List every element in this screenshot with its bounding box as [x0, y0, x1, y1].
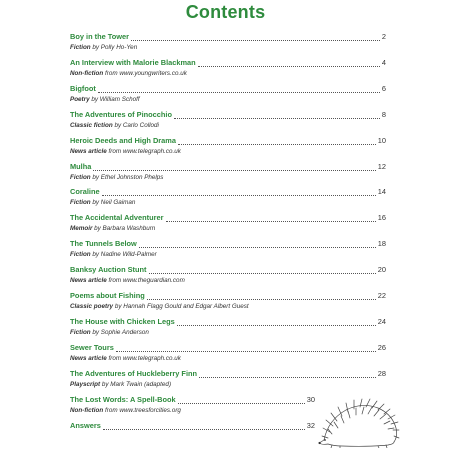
dot-leader — [198, 65, 380, 67]
toc-entry[interactable] — [70, 31, 386, 55]
toc-entry[interactable] — [70, 394, 315, 418]
toc-entry-subtitle-row — [70, 250, 386, 260]
toc-entry-title: Boy in the Tower — [70, 32, 129, 41]
toc-entry-heading-row — [70, 264, 386, 276]
dot-leader — [174, 117, 380, 119]
toc-entry[interactable] — [70, 264, 386, 288]
toc-entry[interactable] — [70, 186, 386, 210]
toc-entry-credit: from www.youngwriters.co.uk — [104, 69, 187, 77]
toc-entry-heading-row — [70, 238, 386, 250]
toc-entry-credit: by Carlo Collodi — [114, 121, 159, 129]
toc-entry-genre: News article — [70, 147, 107, 155]
toc-entry-genre: Classic poetry — [70, 303, 114, 310]
toc-entry-title: Answers — [70, 420, 101, 430]
toc-entry[interactable] — [70, 57, 386, 81]
toc-entry-page-number: 16 — [377, 213, 386, 223]
toc-entry[interactable] — [70, 109, 386, 133]
toc-entry-subtitle-row — [70, 224, 386, 234]
toc-entry-genre: Classic fiction — [70, 121, 113, 129]
toc-entry-credit: by Barbara Washburn — [94, 225, 156, 233]
toc-entry-page-number: 6 — [381, 83, 386, 93]
dot-leader — [131, 39, 380, 41]
toc-entry-page-number: 24 — [377, 316, 386, 326]
toc-entry-heading-row — [70, 31, 386, 43]
dot-leader — [139, 246, 376, 248]
toc-entry-subtitle-row — [70, 95, 386, 105]
toc-entry-subtitle-row — [70, 406, 315, 416]
toc-entry-subtitle-row — [70, 276, 386, 286]
toc-entry-subtitle-row — [70, 173, 386, 183]
toc-entry-genre: News article — [70, 354, 107, 362]
toc-entry-credit: by Nadine Wild-Palmer — [92, 251, 157, 259]
toc-entry-subtitle-row — [70, 121, 386, 131]
toc-entry-credit: by Ethel Johnston Phelps — [92, 173, 164, 181]
toc-entry-title: Mulha — [70, 161, 92, 171]
dot-leader — [177, 324, 376, 326]
toc-entry-subtitle-row — [70, 328, 386, 338]
toc-entry-page-number: 20 — [377, 265, 386, 275]
toc-entry-credit: by Sophie Anderson — [92, 328, 149, 336]
toc-entry-genre: Non-fiction — [70, 406, 104, 414]
toc-entry-credit: by Polly Ho-Yen — [92, 44, 138, 51]
dot-leader — [102, 194, 376, 196]
toc-entry-genre: Fiction — [70, 173, 91, 181]
toc-entry-credit: by Neil Gaiman — [92, 199, 136, 207]
toc-entry-title: An Interview with Malorie Blackman — [70, 57, 196, 67]
dot-leader — [178, 143, 376, 145]
dot-leader — [199, 376, 376, 378]
toc-entry-title: Bigfoot — [70, 83, 96, 93]
toc-entry-title: Poems about Fishing — [70, 291, 145, 300]
toc-entry[interactable] — [70, 161, 386, 185]
toc-entry-title: Sewer Tours — [70, 342, 114, 352]
toc-entry-heading-row — [70, 394, 315, 406]
toc-entry-credit: by William Schoff — [91, 95, 140, 103]
toc-entry-subtitle-row — [70, 354, 386, 364]
toc-entry-title: The Tunnels Below — [70, 239, 137, 249]
toc-entry-page-number: 14 — [377, 187, 386, 197]
toc-entry-genre: Poetry — [70, 95, 90, 103]
toc-entry-credit: by Mark Twain (adapted) — [101, 380, 172, 388]
toc-entry-title: The Lost Words: A Spell-Book — [70, 394, 176, 404]
toc-entry-credit: from www.telegraph.co.uk — [108, 354, 181, 362]
toc-entry-subtitle-row — [70, 198, 386, 208]
toc-entry-page-number: 4 — [381, 57, 386, 67]
hedgehog-illustration — [318, 396, 400, 448]
toc-entry[interactable] — [70, 135, 386, 159]
toc-entry-title: The House with Chicken Legs — [70, 316, 175, 326]
toc-entry-heading-row — [70, 83, 386, 95]
dot-leader — [98, 91, 380, 93]
toc-entry-genre: Fiction — [70, 199, 91, 207]
toc-entry-credit: from www.theguardian.com — [108, 277, 185, 285]
toc-entry-subtitle-row — [70, 43, 386, 53]
toc-entry-genre: Non-fiction — [70, 69, 104, 77]
toc-entry-page-number: 26 — [377, 342, 386, 352]
dot-leader — [116, 350, 376, 352]
toc-entry-title: The Accidental Adventurer — [70, 213, 164, 223]
toc-entry-heading-row — [70, 161, 386, 173]
toc-entry-page-number: 12 — [377, 161, 386, 171]
toc-entry-page-number: 8 — [381, 109, 386, 119]
toc-entry-page-number: 28 — [377, 368, 386, 378]
toc-entry-title: Banksy Auction Stunt — [70, 265, 147, 275]
toc-entry-heading-row — [70, 57, 386, 69]
toc-entry-heading-row — [70, 316, 386, 328]
toc-entry-subtitle-row — [70, 302, 386, 312]
toc-entry-heading-row — [70, 135, 386, 147]
toc-entry[interactable] — [70, 342, 386, 366]
toc-entry-title: The Adventures of Pinocchio — [70, 109, 172, 119]
toc-entry-genre: Fiction — [70, 44, 91, 51]
toc-entry-subtitle-row — [70, 380, 386, 390]
toc-entry-title: Coraline — [70, 187, 100, 197]
toc-entry[interactable] — [70, 238, 386, 262]
toc-entry[interactable] — [70, 368, 386, 392]
toc-entry[interactable] — [70, 83, 386, 107]
toc-entry-page-number: 30 — [306, 394, 315, 404]
toc-entry-genre: Fiction — [70, 251, 91, 259]
toc-entry-genre: News article — [70, 277, 107, 285]
page-title: Contents — [185, 2, 266, 22]
toc-entry-page-number: 2 — [381, 32, 386, 41]
toc-entry-heading-row — [70, 368, 386, 380]
toc-entry-title: Heroic Deeds and High Drama — [70, 135, 176, 145]
dot-leader — [147, 298, 376, 300]
toc-entry-page-number: 22 — [377, 291, 386, 300]
toc-entry[interactable] — [70, 212, 386, 236]
toc-entry-credit: by Hannah Flagg Gould and Edgar Albert Guest — [114, 303, 249, 310]
toc-entry-heading-row — [70, 290, 386, 302]
toc-entry-subtitle-row — [70, 69, 386, 79]
toc-entry-title: The Adventures of Huckleberry Finn — [70, 368, 198, 378]
toc-entry-page-number: 18 — [377, 239, 386, 249]
toc-entry-page-number: 10 — [377, 135, 386, 145]
toc-entry[interactable] — [70, 420, 315, 444]
dot-leader — [149, 272, 376, 274]
toc-entry-subtitle-row — [70, 147, 386, 157]
toc-entry[interactable] — [70, 290, 386, 314]
toc-entry-genre: Memoir — [70, 225, 93, 233]
toc-entry-page-number: 32 — [306, 420, 315, 430]
dot-leader — [166, 220, 376, 222]
toc-entry-heading-row — [70, 342, 386, 354]
toc-entry[interactable] — [70, 316, 386, 340]
dot-leader — [178, 402, 305, 404]
toc-entry-heading-row — [70, 109, 386, 121]
toc-entry-credit: from www.telegraph.co.uk — [108, 147, 181, 155]
toc-entry-heading-row — [70, 420, 315, 432]
toc-entry-heading-row — [70, 212, 386, 224]
dot-leader — [103, 428, 305, 430]
toc-entry-genre: Fiction — [70, 328, 91, 336]
toc-entry-heading-row — [70, 186, 386, 198]
toc-entry-credit: from www.treesforcities.org — [104, 406, 181, 414]
toc-entry-genre: Playscript — [70, 380, 101, 388]
dot-leader — [93, 169, 375, 171]
